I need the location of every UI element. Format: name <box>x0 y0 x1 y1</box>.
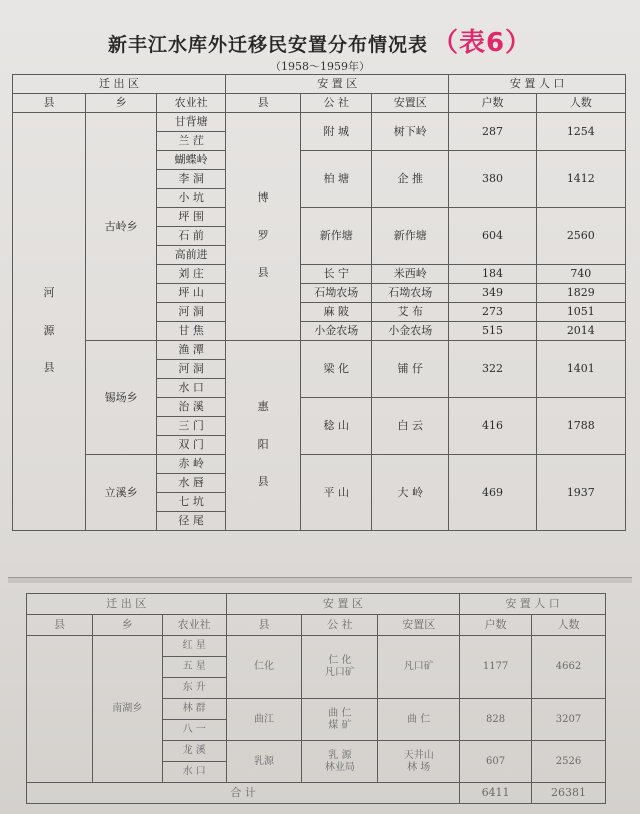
commune-cell: 梁 化 <box>301 341 372 398</box>
area-cell: 米西岭 <box>372 265 449 284</box>
area-cell: 小金农场 <box>372 322 449 341</box>
commune-cell: 乳 源 林业局 <box>302 741 378 783</box>
table-number-tag: （表6） <box>431 28 533 58</box>
county-cell: 仁化 <box>226 636 302 699</box>
header-households: 户数 <box>460 615 532 636</box>
coop-cell: 刘 庄 <box>157 265 226 284</box>
commune-cell: 仁 化 凡口矿 <box>302 636 378 699</box>
header-settle: 安 置 区 <box>226 75 449 94</box>
out-county-cell <box>13 113 86 531</box>
settle-county: 惠 阳 县 <box>257 400 269 488</box>
coop-cell: 渔 潭 <box>157 341 226 360</box>
coop-cell: 五 星 <box>162 657 226 678</box>
coop-cell: 龙 溪 <box>162 741 226 762</box>
commune-cell: 平 山 <box>301 455 372 531</box>
coop-cell: 治 溪 <box>157 398 226 417</box>
households-cell: 828 <box>460 699 532 741</box>
area-cell: 树下岭 <box>372 113 449 151</box>
people-cell: 3207 <box>532 699 606 741</box>
county-cell: 曲江 <box>226 699 302 741</box>
people-cell: 1937 <box>536 455 625 531</box>
header-coop: 农业社 <box>157 94 226 113</box>
commune-cell: 新作塘 <box>301 208 372 265</box>
header-pop: 安 置 人 口 <box>460 594 606 615</box>
households-cell: 322 <box>449 341 536 398</box>
area-cell: 艾 布 <box>372 303 449 322</box>
header-township: 乡 <box>92 615 162 636</box>
coop-cell: 坪 围 <box>157 208 226 227</box>
page-title <box>0 22 640 59</box>
header-commune: 公 社 <box>301 94 372 113</box>
commune-cell: 附 城 <box>301 113 372 151</box>
township-cell: 南湖乡 <box>92 636 162 783</box>
households-cell: 469 <box>449 455 536 531</box>
header-people: 人数 <box>536 94 625 113</box>
households-cell: 1177 <box>460 636 532 699</box>
coop-cell: 小 坑 <box>157 189 226 208</box>
total-households: 6411 <box>460 783 532 804</box>
title-text: 新丰江水库外迁移民安置分布情况表 <box>107 34 428 56</box>
people-cell: 2560 <box>536 208 625 265</box>
page-divider <box>8 577 632 583</box>
people-cell: 1401 <box>536 341 625 398</box>
coop-cell: 三 门 <box>157 417 226 436</box>
header-settle: 安 置 区 <box>226 594 460 615</box>
township-cell: 古岭乡 <box>86 113 157 341</box>
coop-cell: 双 门 <box>157 436 226 455</box>
coop-cell: 坪 山 <box>157 284 226 303</box>
coop-cell: 水 口 <box>162 762 226 783</box>
coop-cell: 甘背塘 <box>157 113 226 132</box>
commune-cell: 长 宁 <box>301 265 372 284</box>
households-cell: 273 <box>449 303 536 322</box>
commune-cell: 曲 仁 煤 矿 <box>302 699 378 741</box>
area-cell: 新作塘 <box>372 208 449 265</box>
settle-county-cell <box>226 113 301 341</box>
header-out: 迁 出 区 <box>27 594 227 615</box>
total-label: 合 计 <box>27 783 460 804</box>
households-cell: 604 <box>449 208 536 265</box>
coop-cell: 七 坑 <box>157 493 226 512</box>
year-range: （1958～1959年） <box>270 60 370 73</box>
area-cell: 企 推 <box>372 151 449 208</box>
settlement-table-continued <box>26 593 606 804</box>
households-cell: 607 <box>460 741 532 783</box>
households-cell: 416 <box>449 398 536 455</box>
households-cell: 380 <box>449 151 536 208</box>
coop-cell: 石 前 <box>157 227 226 246</box>
coop-cell: 东 升 <box>162 678 226 699</box>
commune-cell: 麻 陂 <box>301 303 372 322</box>
area-cell: 石坳农场 <box>372 284 449 303</box>
households-cell: 184 <box>449 265 536 284</box>
header-out: 迁 出 区 <box>13 75 226 94</box>
people-cell: 1412 <box>536 151 625 208</box>
coop-cell: 李 洞 <box>157 170 226 189</box>
coop-cell: 河 洞 <box>157 303 226 322</box>
header-households: 户数 <box>449 94 536 113</box>
header-area: 安置区 <box>378 615 460 636</box>
header-pop: 安 置 人 口 <box>449 75 626 94</box>
area-cell: 大 岭 <box>372 455 449 531</box>
total-people: 26381 <box>532 783 606 804</box>
coop-cell: 赤 岭 <box>157 455 226 474</box>
header-coop: 农业社 <box>162 615 226 636</box>
coop-cell: 河 洞 <box>157 360 226 379</box>
households-cell: 287 <box>449 113 536 151</box>
header-area: 安置区 <box>372 94 449 113</box>
county-cell: 乳源 <box>226 741 302 783</box>
header-township: 乡 <box>86 94 157 113</box>
coop-cell: 蝴蝶岭 <box>157 151 226 170</box>
header-commune: 公 社 <box>302 615 378 636</box>
township-cell: 锡场乡 <box>86 341 157 455</box>
coop-cell: 高前进 <box>157 246 226 265</box>
commune-cell: 稔 山 <box>301 398 372 455</box>
coop-cell: 八 一 <box>162 720 226 741</box>
households-cell: 349 <box>449 284 536 303</box>
coop-cell: 兰 茳 <box>157 132 226 151</box>
coop-cell: 甘 焦 <box>157 322 226 341</box>
out-county-cell <box>27 636 93 783</box>
coop-cell: 红 星 <box>162 636 226 657</box>
settle-county-cell <box>226 341 301 531</box>
out-county: 河 源 县 <box>43 286 55 374</box>
coop-cell: 径 尾 <box>157 512 226 531</box>
households-cell: 515 <box>449 322 536 341</box>
commune-cell: 石坳农场 <box>301 284 372 303</box>
commune-cell: 柏 塘 <box>301 151 372 208</box>
people-cell: 1829 <box>536 284 625 303</box>
people-cell: 2526 <box>532 741 606 783</box>
coop-cell: 水 口 <box>157 379 226 398</box>
header-county2: 县 <box>226 615 302 636</box>
area-cell: 曲 仁 <box>378 699 460 741</box>
people-cell: 1788 <box>536 398 625 455</box>
commune-cell: 小金农场 <box>301 322 372 341</box>
people-cell: 4662 <box>532 636 606 699</box>
township-cell: 立溪乡 <box>86 455 157 531</box>
area-cell: 天井山 林 场 <box>378 741 460 783</box>
header-county: 县 <box>27 615 93 636</box>
people-cell: 1051 <box>536 303 625 322</box>
header-people: 人数 <box>532 615 606 636</box>
people-cell: 740 <box>536 265 625 284</box>
settle-county: 博 罗 县 <box>257 191 269 279</box>
header-county: 县 <box>13 94 86 113</box>
settlement-table-main <box>12 74 626 531</box>
area-cell: 铺 仔 <box>372 341 449 398</box>
area-cell: 白 云 <box>372 398 449 455</box>
coop-cell: 水 唇 <box>157 474 226 493</box>
people-cell: 2014 <box>536 322 625 341</box>
header-county2: 县 <box>226 94 301 113</box>
area-cell: 凡口矿 <box>378 636 460 699</box>
people-cell: 1254 <box>536 113 625 151</box>
coop-cell: 林 群 <box>162 699 226 720</box>
